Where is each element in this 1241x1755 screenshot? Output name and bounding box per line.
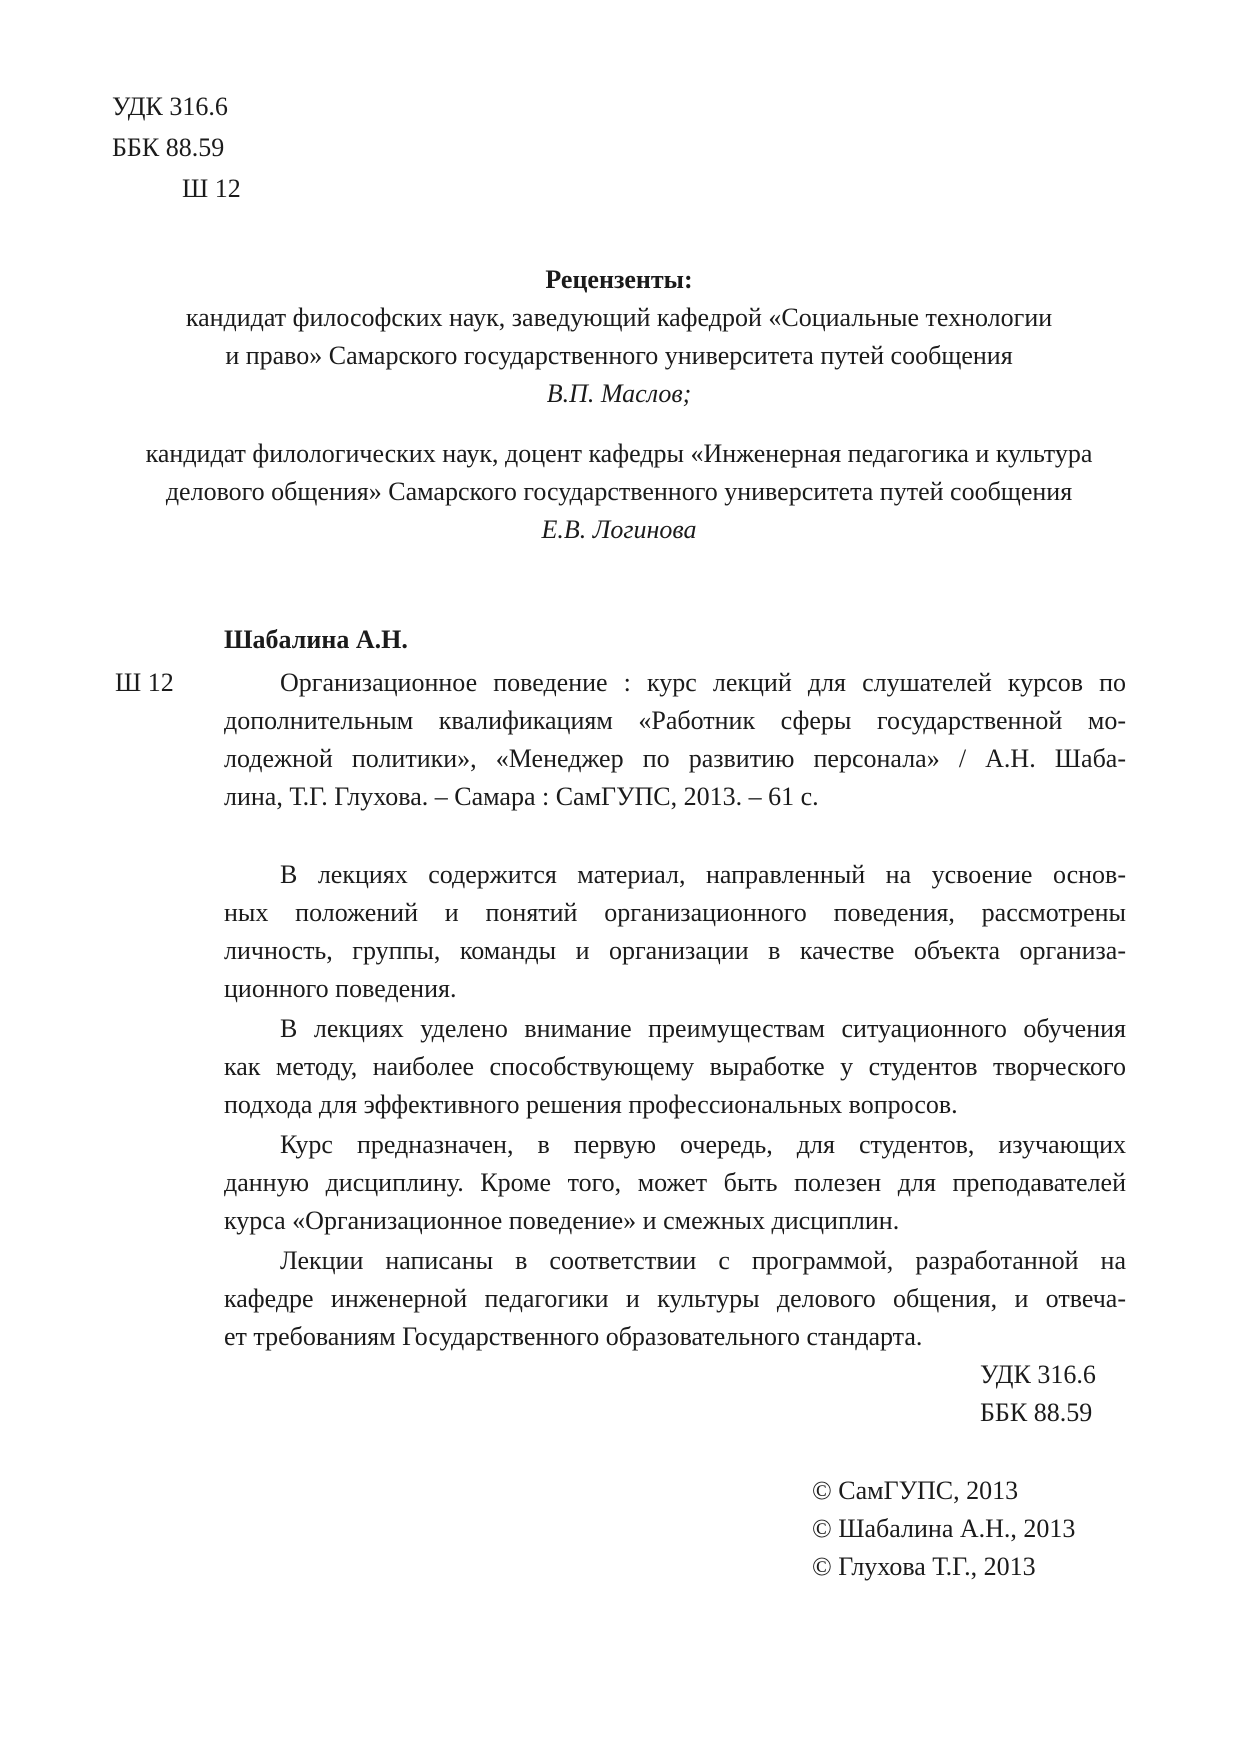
copyright-block	[812, 1472, 1126, 1586]
annotation-line: Лекции написаны в соответствии с программой, разработанной на	[280, 1246, 1126, 1275]
annotation-line: кафедре инженерной педагогики и культуры делового общения, и отвеча-	[224, 1284, 1126, 1313]
annotation-line: В лекциях уделено внимание преимуществам ситуационного обучения	[280, 1014, 1126, 1043]
classification-block-bottom	[980, 1356, 1126, 1432]
catalog-record	[112, 664, 1126, 816]
annotation-line: данную дисциплину. Кроме того, может быть полезен для преподавателей	[224, 1168, 1126, 1197]
reviewers-heading: Рецензенты:	[545, 265, 693, 294]
annotation-line: подхода для эффективного решения профессиональных вопросов.	[224, 1090, 958, 1119]
author-sign-record: Ш 12	[115, 668, 174, 697]
annotation-line: В лекциях содержится материал, направленный на усвоение основ-	[280, 860, 1126, 889]
annotation-line: ных положений и понятий организационного поведения, рассмотрены	[224, 898, 1126, 927]
bbk-code-bottom: ББК 88.59	[980, 1398, 1093, 1427]
record-line: лодежной политики», «Менеджер по развитию персонала» / А.Н. Шаба-	[224, 744, 1126, 773]
copyright-line: © СамГУПС, 2013	[812, 1476, 1019, 1505]
annotation-paragraph	[224, 1126, 1126, 1240]
annotation-line: Курс предназначен, в первую очередь, для студентов, изучающих	[280, 1130, 1126, 1159]
annotation-line: ционного поведения.	[224, 974, 457, 1003]
annotation-line: курса «Организационное поведение» и смежных дисциплин.	[224, 1206, 900, 1235]
annotation-line: личность, группы, команды и организации в качестве объекта организа-	[224, 936, 1126, 965]
reviewers-gap	[112, 413, 1126, 435]
bbk-code-top: ББК 88.59	[112, 133, 225, 162]
reviewer-1-name: В.П. Маслов;	[546, 379, 692, 408]
annotation-paragraph	[224, 1242, 1126, 1356]
record-line: лина, Т.Г. Глухова. – Самара : СамГУПС, 2013. – 61 с.	[224, 782, 819, 811]
udk-code-top: УДК 316.6	[112, 92, 228, 121]
author-heading: Шабалина А.Н.	[224, 625, 408, 654]
annotation-paragraph	[224, 856, 1126, 1008]
annotation-paragraph	[224, 1010, 1126, 1124]
annotation-line: ет требованиям Государственного образовательного стандарта.	[224, 1322, 923, 1351]
catalog-record-body	[224, 664, 1126, 816]
reviewers-section	[112, 261, 1126, 549]
udk-code-bottom: УДК 316.6	[980, 1360, 1096, 1389]
annotation-line: как методу, наиболее способствующему выработке у студентов творческого	[224, 1052, 1126, 1081]
classification-block	[112, 86, 1126, 209]
reviewer-1-line: и право» Самарского государственного университета путей сообщения	[225, 341, 1013, 370]
reviewer-2-line: делового общения» Самарского государственного университета путей сообщения	[165, 477, 1073, 506]
author-sign-top: Ш 12	[182, 174, 241, 203]
annotation-section	[112, 856, 1126, 1356]
reviewer-2-line: кандидат филологических наук, доцент кафедры «Инженерная педагогика и культура	[145, 439, 1093, 468]
record-line: Организационное поведение : курс лекций для слушателей курсов по	[280, 668, 1126, 697]
copyright-line: © Шабалина А.Н., 2013	[812, 1514, 1076, 1543]
reviewer-1-line: кандидат философских наук, заведующий кафедрой «Социальные технологии	[185, 303, 1053, 332]
record-line: дополнительным квалификациям «Работник сферы государственной мо-	[224, 706, 1126, 735]
reviewer-2-name: Е.В. Логинова	[541, 515, 697, 544]
copyright-line: © Глухова Т.Г., 2013	[812, 1552, 1036, 1581]
